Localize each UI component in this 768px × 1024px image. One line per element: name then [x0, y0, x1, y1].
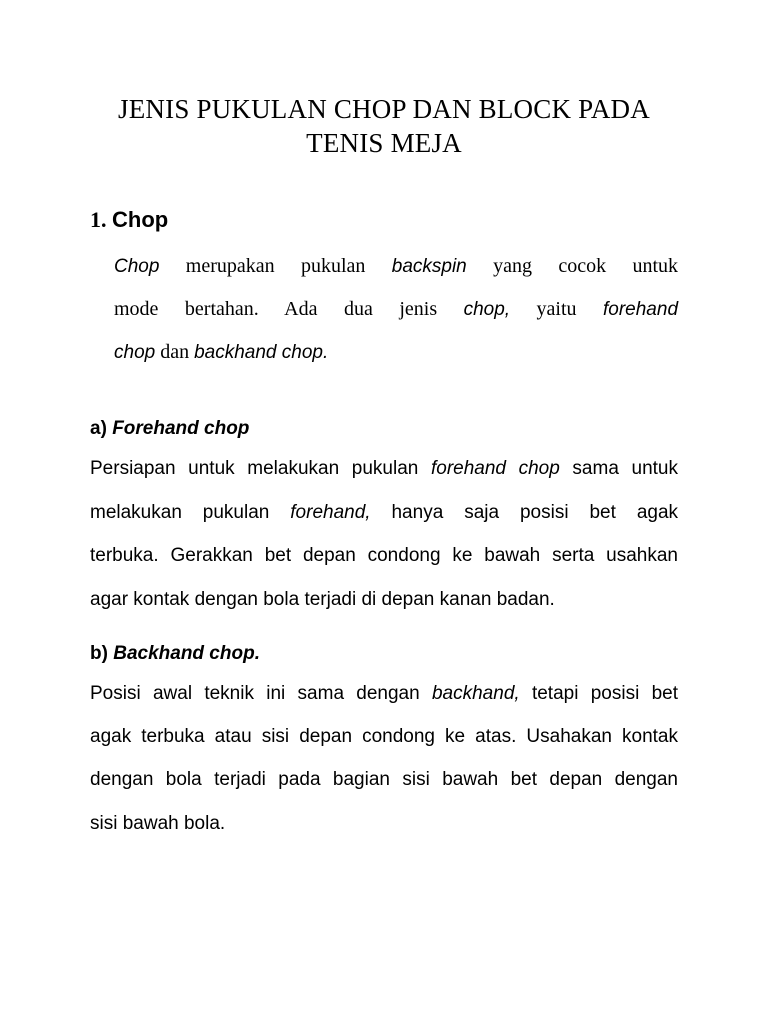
text-run: dengan bola terjadi pada bagian sisi bawah bet depan dengan — [90, 769, 678, 790]
text-run: mode bertahan. — [114, 298, 259, 320]
title-line-1: JENIS PUKULAN CHOP DAN BLOCK PADA — [118, 94, 650, 124]
subheading-marker: b) — [90, 643, 108, 664]
forehand-paragraph-line-1 — [90, 454, 678, 484]
text-run: posisi — [519, 502, 569, 523]
title-line-2: TENIS MEJA — [306, 128, 462, 158]
section-heading-chop — [90, 205, 168, 235]
backhand-paragraph-line-3 — [90, 765, 678, 795]
text-run: merupakan — [159, 255, 275, 277]
text-run: terbuka. Gerakkan bet depan condong ke bawah serta usahkan — [90, 545, 678, 566]
text-run: cocok — [558, 255, 607, 277]
subheading-backhand-chop — [90, 639, 260, 669]
subheading-marker: a) — [90, 418, 107, 439]
italic-text-run: chop — [114, 342, 156, 363]
text-run: bet — [589, 502, 616, 523]
text-run: jenis — [399, 298, 464, 320]
text-run: yang — [466, 255, 532, 277]
forehand-paragraph-line-2 — [90, 498, 678, 528]
text-run: hanya — [370, 502, 444, 523]
text-run: sisi bawah bola. — [90, 813, 226, 834]
text-run: melakukan pukulan — [90, 502, 291, 523]
italic-text-run: backspin — [391, 256, 467, 277]
text-run: dua — [343, 298, 373, 320]
intro-line-2 — [114, 294, 678, 324]
document-title — [90, 92, 678, 160]
text-run: pukulan — [300, 255, 392, 277]
italic-text-run: backhand, — [431, 683, 520, 704]
italic-text-run: Chop — [114, 256, 160, 277]
subheading-text: Backhand chop. — [113, 643, 260, 664]
text-run: untuk — [632, 255, 678, 277]
subheading-text: Forehand chop — [112, 418, 250, 439]
backhand-paragraph-line-2 — [90, 722, 678, 752]
italic-text-run: forehand chop — [430, 458, 560, 479]
text-run: agar kontak dengan bola terjadi di depan kanan badan. — [90, 589, 555, 610]
intro-line-3 — [114, 337, 678, 367]
section-heading-text: Chop — [112, 207, 169, 232]
italic-text-run: forehand, — [290, 502, 371, 523]
italic-text-run: chop, — [463, 299, 511, 320]
text-run: agak terbuka atau sisi depan condong ke atas. Usahakan kontak — [90, 726, 678, 747]
forehand-paragraph-line-3 — [90, 541, 678, 571]
text-run: dan — [155, 341, 195, 363]
italic-text-run: backhand chop. — [194, 342, 329, 363]
text-run: yaitu — [510, 298, 603, 320]
text-run: Persiapan untuk melakukan pukulan — [90, 458, 431, 479]
text-run: agak — [636, 502, 679, 523]
italic-text-run: forehand — [603, 299, 679, 320]
subheading-forehand-chop — [90, 414, 249, 444]
text-run: Ada — [284, 298, 318, 320]
text-run: tetapi posisi bet — [519, 683, 678, 704]
text-run: saja — [464, 502, 500, 523]
forehand-paragraph-line-4 — [90, 585, 678, 615]
backhand-paragraph-line-1 — [90, 679, 678, 709]
text-run: sama untuk — [559, 458, 678, 479]
backhand-paragraph-line-4 — [90, 809, 678, 839]
text-run: Posisi awal teknik ini sama dengan — [90, 683, 432, 704]
intro-line-1 — [114, 251, 678, 281]
section-number: 1. — [90, 207, 107, 232]
